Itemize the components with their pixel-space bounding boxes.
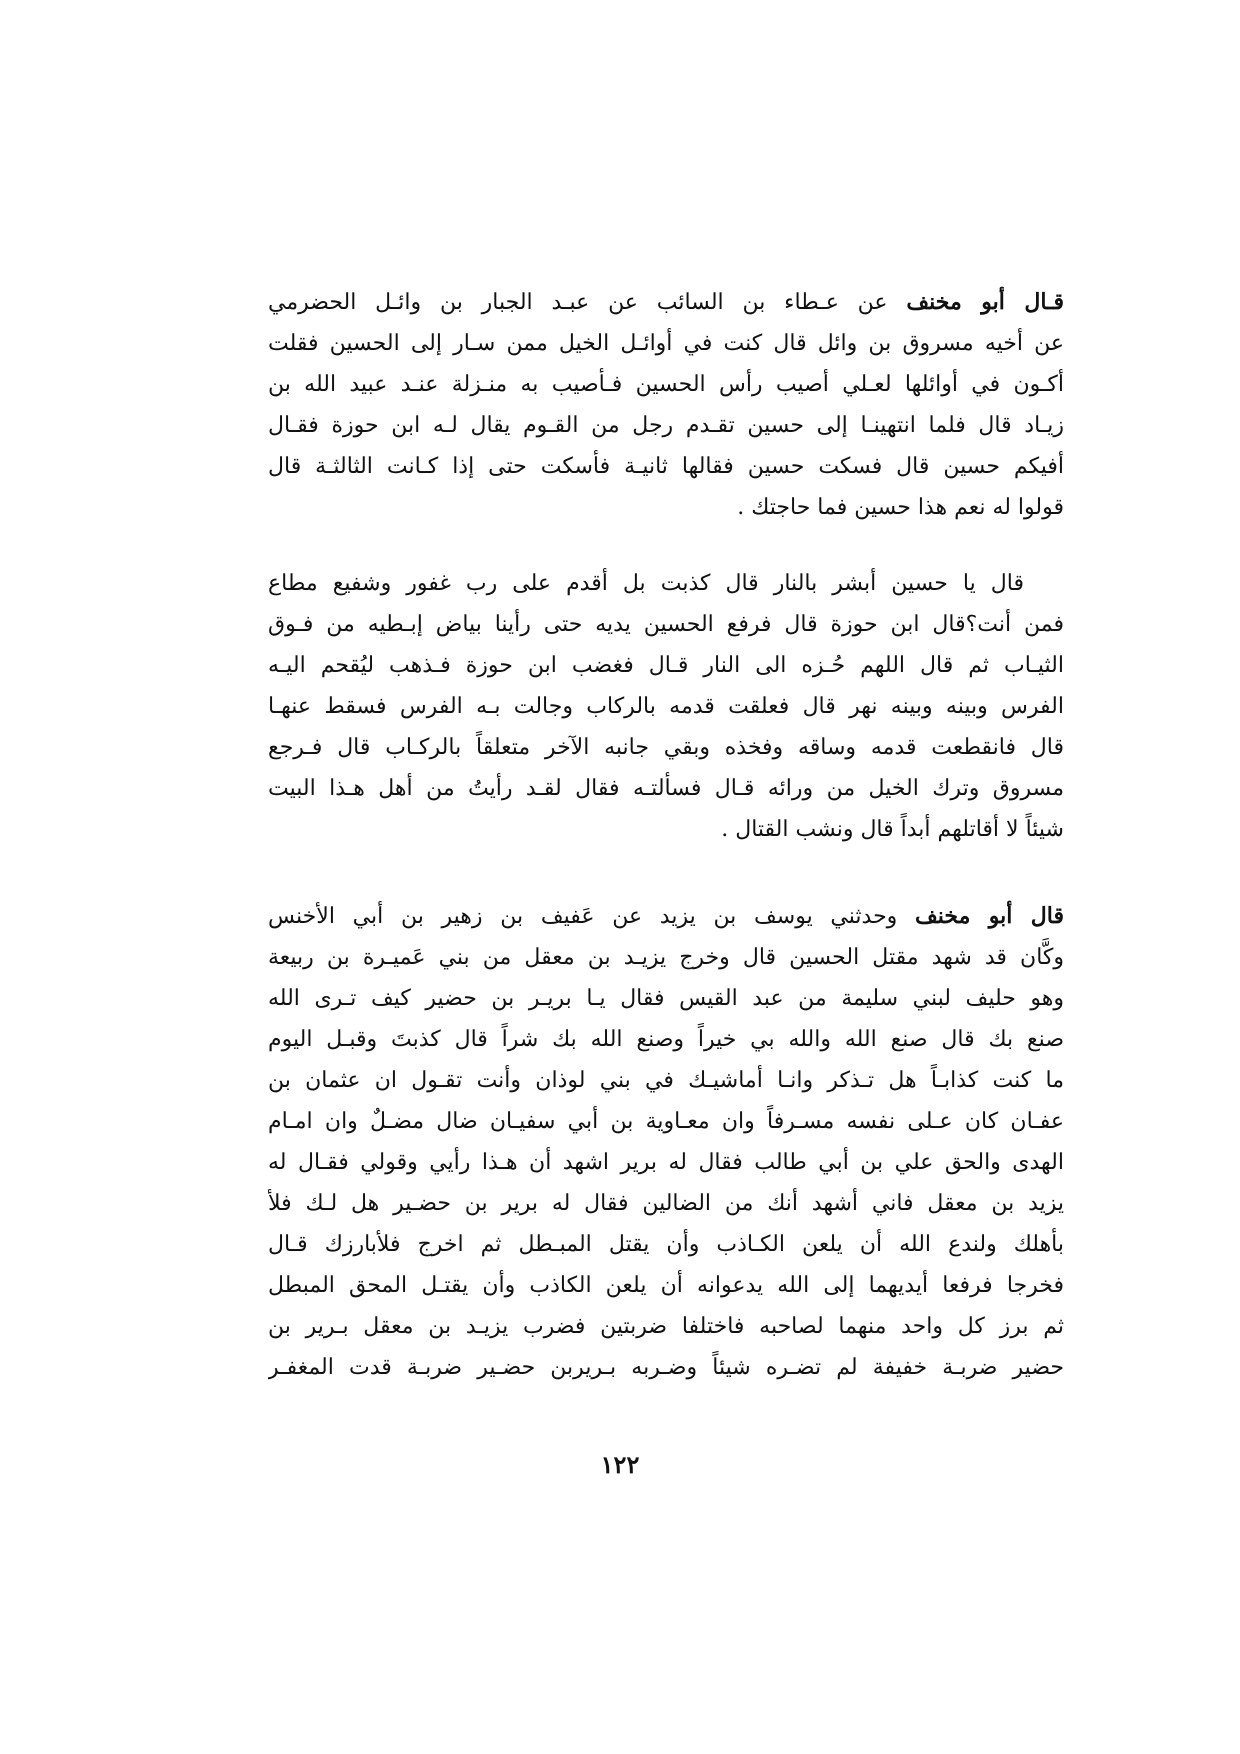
paragraph-line: وكَّان قد شهد مقتل الحسين قال وخرج يزيـد بن معقل من بني عَميـرة بن ربيعة — [268, 945, 1064, 970]
paragraph-line: مسروق وترك الخيل من ورائه قـال فسألتـه فقال لقـد رأيتُ من أهل هـذا البيت — [268, 776, 1064, 801]
page-number: ١٢٢ — [600, 1450, 640, 1479]
paragraph-line: ما كنت كذابـاً هل تـذكر وانـا أماشيـك في بني لوذان وأنت تقـول ان عثمان بن — [268, 1068, 1064, 1093]
paragraph-line — [268, 282, 1064, 323]
narrator-name: قـال أبو مخنف — [906, 289, 1064, 315]
paragraph-line: ثم برز كل واحد منهما لصاحبه فاختلفا ضربتين فضرب يزيـد بن معقل بـرير بن — [268, 1314, 1064, 1339]
paragraph-line: زيـاد قال فلما انتهينـا إلى حسين تقـدم رجل من القـوم يقال لـه ابن حوزة فقـال — [268, 413, 1064, 438]
paragraph-line: فمن أنت؟قال ابن حوزة قال فرفع الحسين يديه حتى رأينا بياض إبـطيه من فـوق — [268, 612, 1064, 637]
line-text: وحدثني يوسف بن يزيد عن عَفيف بن زهير بن أبي الأخنس — [268, 904, 916, 929]
paragraph-line: شيئاً لا أقاتلهم أبداً قال ونشب القتال . — [721, 817, 1064, 842]
paragraph-line: قال فانقطعت قدمه وساقه وفخذه وبقي جانبه الآخر متعلقاً بالركـاب قال فـرجع — [268, 735, 1064, 760]
paragraph-line: وهو حليف لبني سليمة من عبد القيس فقال يـا بريـر بن حضير كيف تـرى الله — [268, 986, 1064, 1011]
paragraph-2 — [268, 563, 1064, 850]
narrator-name: قال أبو مخنف — [915, 903, 1064, 929]
paragraph-line: صنع بك قال صنع الله والله بي خيراً وصنع الله بك شراً قال كذبتَ وقبـل اليوم — [268, 1027, 1064, 1052]
paragraph-3 — [268, 896, 1064, 1388]
paragraph-line: الثيـاب ثم قال اللهم حُـزه الى النار قـال فغضب ابن حوزة فـذهب ليُقحم اليـه — [268, 653, 1064, 678]
paragraph-line: أكـون في أوائلها لعـلي أصيب رأس الحسين فـأصيب به منـزلة عنـد عبيد الله بن — [268, 372, 1064, 397]
line-text: عن عـطاء بن السائب عن عبـد الجبار بن وائـل الحضرمي — [268, 290, 907, 315]
paragraph-line: حضير ضربـة خفيفة لم تضـره شيئاً وضـربه بـريربن حضـير ضربـة قدت المغفـر — [268, 1355, 1064, 1380]
line-text: قال يا حسين أبشر بالنار قال كذبت بل أقدم على رب غفور وشفيع مطاع — [268, 571, 1024, 596]
paragraph-line: يزيد بن معقل فاني أشهد أنك من الضالين فقال له برير بن حضـير هل لـك فلأ — [268, 1191, 1064, 1216]
paragraph-line: أفيكم حسين قال فسكت حسين فقالها ثانيـة فأسكت حتى إذا كـانت الثالثـة قال — [268, 454, 1064, 479]
paragraph-line: عن أخيه مسروق بن وائل قال كنت في أوائـل الخيل ممن سـار إلى الحسين فقلت — [268, 331, 1064, 356]
paragraph-line — [268, 896, 1064, 937]
paragraph-line: فخرجا فرفعا أيديهما إلى الله يدعوانه أن يلعن الكاذب وأن يقتـل المحق المبطل — [268, 1273, 1064, 1298]
paragraph-line — [268, 563, 1064, 604]
paragraph-line: عفـان كان عـلى نفسه مسـرفاً وان معـاوية بن أبي سفيـان ضال مضـلٌ وان امـام — [268, 1109, 1064, 1134]
paragraph-line: الهدى والحق علي بن أبي طالب فقال له برير اشهد أن هـذا رأيي وقولي فقـال له — [268, 1150, 1064, 1175]
paragraph-1 — [268, 282, 1064, 528]
paragraph-line: بأهلك ولندع الله أن يلعن الكـاذب وأن يقتل المبـطل ثم اخرج فلأبارزك قـال — [268, 1232, 1064, 1257]
paragraph-line: الفرس وبينه وبينه نهر قال فعلقت قدمه بالركاب وجالت بـه الفرس فسقط عنهـا — [268, 694, 1064, 719]
paragraph-line: قولوا له نعم هذا حسين فما حاجتك . — [737, 495, 1064, 520]
